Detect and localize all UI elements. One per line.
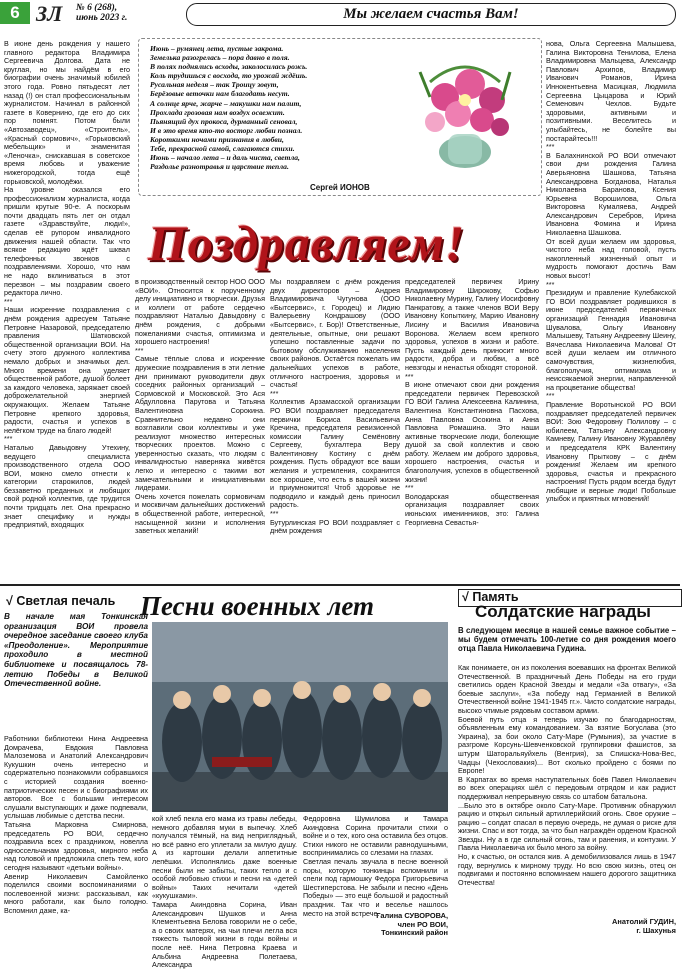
soldier-awards-signature: Анатолий ГУДИН, г. Шахунья: [612, 917, 676, 935]
section-banner: Мы желаем счастья Вам!: [186, 3, 676, 26]
congratulations-title: Поздравляем!: [148, 215, 466, 271]
war-songs-column-a: кой хлеб пекла его мама из травы лебеды, немного добавляя муки в выпечку. Хлеб получался тёмный, на вид неприглядный, но всё равно его уплетали за милую душу. А из картошки делали аппетитные лепёшки. Исполнялись даже военные песни были не забыты, таких тепло и с особой любовью стихи и песни на «детей войны» Таких нечитали «детей «кукушками». Тамара Акиндовна Сорина, Иван Александрович Шушков и Анна Клементьевна Белова говорили не о себе, а о своих матерях, на чьи плечи легла вся тяжесть тыловой жизни в годы войны и после неё. Нина Петровна Краева и Альбина Андреевна Полетаева, Александра: [152, 814, 297, 970]
poem-text: Июнь – румянец лета, пустые закрома. Земелька разогрелась – пора давно в поля. В полях поднялись всходы, заколосилась рожь. Коль трудишься с восхода, то урожай ждёшь. Русальная неделя – так Троицу зовут, Берёзовые веточки нам благодать несут. А солнце ярче, жарче – макушки нам палит, Прохлада грозовая нам воздух освежит. Пьянящий дух прокоса, дурманный сеновал, И в это время кто-то восторг любви познал. Короткими ночами признания в любви, Тебе, прекрасной самой, слагаются стихи. Июнь – начало лета – и даль чиста, светла, Раздолье разнотравья и царствие тепла.: [150, 44, 308, 172]
war-songs-column-b: Федоровна Шумилова и Тамара Акиндовна Сорина прочитали стихи о войне и о тех, кого она оставила без отцов. Стихи никого не оставили равнодушными, воспринимались со слезами на глазах. Светлая печаль звучала в песне военной поры, которую тонкинцы вспомнили и спели под гармошку Федора Григорьевича Шестиперстова. Не забыли и песню «День Победы» — это ещё большой и радостный праздник. Так что и веселье нашлось место на этой встрече.: [303, 814, 448, 918]
group-photo: [152, 622, 448, 812]
light-sadness-lead: В начале мая Тонкинская организация ВОИ провела очередное заседание своего клуба «Преодоление». Мероприятие проходило в местной библиотеке и посвящалось 78-летию Победы в Великой Отечественной войне.: [4, 612, 148, 689]
rubric-memory: √ Память: [462, 590, 519, 604]
page-number: 6: [0, 2, 30, 24]
column-1-text: В июне день рождения у нашего главного редактора Владимира Сергеевича Долгова. Дата не круглая, но мы найдём в его биографии очень значимый юбилей этого года. Ровно пятьдесят лет назад (!) он стал профессиональным журналистом. Начинал в районной газете в Ковернино, где его до сих пор помнят. Потом были «Автозаводец», «Строитель», «Красный сормович», «Горьковский мебельщик» и знаменитая «Леночка», снискавшая в советское время любовь и уважение нижегородской, тогда ещё горьковской, молодёжи. На уровне оказался его профессионализм журналиста, когда пришли крутые 90-е. А поскорым почти двадцать пять лет он отдал газете «Здравствуйте, люди!», сделав её рупором инвалидного движения нашей области. Так что всякое редакцию ждёт шквал телефонных звонков с поздравлениями. Хорошо, что нам не надо вклиниваться в этот перезвон – мы поздравим своего редактора лично. *** Наши искренние поздравления с днём рождения адресуем Татьяне Петровне Назаровой, председателю правления Шатковской общественной организации ВОИ. На счету этого дружного коллектива немало добрых и значимых дел. Много времени она уделяет общественной работе, душой болеет за каждого человека, заряжает своей доброжелательной энергией окружающих. Желаем Татьяне Петровне крепкого здоровья, радости, счастья и успехов в нелёгком труде на благо людей! *** Наталью Давыдовну Утехину, ведущего специалиста производственного отдела ООО ВОИ, можно смело отнести к категории старожилов, людей беззаветно преданных и любящих свой родной коллектив, где трудится почти тридцать лет. Она прекрасно знает специфику и нужды предприятий, входящих: [4, 39, 130, 530]
column-5-text: нова, Ольга Сергеевна Малышева, Галина Викторовна Тенилова, Елена Владимировна Мальцева, Александр Павлович Архипов, Владимир Иванович Романов, Ирина Иннокентьевна Масицкая, Людмила Сергеевна Цыцарова и Юрий Семенович Чехлов. Будьте здоровыми, активными и позитивными. Веселитесь и улыбайтесь, не болейте вы постарайтесь!!! *** В Балахнинской РО ВОИ отмечают свои дни рождения Галина Аверьяновна Шашкова, Татьяна Александровна Богданова, Наталья Николаевна Баранова, Ксения Юрьевна Ворошилова, Ольга Викторовна Кумаляева, Андрей Александрович Серебров, Ирина Ивановна Фомина и Ирина Николаевна Шашкова. От всей души желаем им здоровья, чистого неба над головой, пусть накопленный жизненный опыт и мудрость помогают достичь Вам новых высот! *** Президиум и правление Кулебакской ГО ВОИ поздравляет родившихся в июне председателей первичных организаций Геннадия Ивановича Шувалова, Ольгу Ивановну Малышеву, Татьяну Андреевну Шеину, Вячеслава Николаевича Малова! От всей души желаем им отличного самочувствия, жизнелюбия, благополучия, оптимизма и неиссякаемой энергии, направленной на процветание общества! *** Правление Воротынской РО ВОИ поздравляет председателей первичек ВОИ: Зою Федоровну Полилову – с юбилеем, Татьяну Александровну Камневу, Галину Ивановну Журавлёву и председателя КРК Валентину Ивановну Прыткову – с днём рождения! Желаем им крепкого здоровья, счастья и прекрасного настроения! Пусть рядом всегда будут любящие и верные люди! Побольше улыбок и приятных мгновений!: [546, 39, 676, 504]
rubric-light-sadness: √ Светлая печаль: [6, 594, 116, 608]
issue-date: июнь 2023 г.: [76, 13, 128, 23]
war-songs-title: Песни военных лет: [140, 591, 375, 621]
issue-info: [76, 3, 127, 23]
column-4-text: председателей первичек Ирину Владимировну Широкову, Софью Николаевну Мурину, Галину Иосифовну Панкратову, а также членов ВОИ Веру Ивановну Копыткину, Марию Ивановну Лисину и Василия Ивановича Воронова. Желаем всем крепкого здоровья, успехов в жизни и работе. Пусть каждый день приносит много радости, добра и любви, а всё невзгоды и ненастья обходят стороной. *** В июне отмечают свои дни рождения председатели первичек Перевозской ГО ВОИ Галина Алексеевна Калинина, Валентина Константиновна Пасхова, Анна Павловна Осокина и Анна Павловна Ромашина. Это наши активные творческие люди, болеющие душой за свой коллектив и свою работу. Желаем им доброго здоровья, хорошего настроения, счастья и благополучия, успехов в общественной жизни! *** Володарская общественная организация поздравляет своих июньских именинников, это: Галина Георгиевна Севастья-: [405, 277, 539, 527]
page-header: [0, 0, 680, 26]
section-divider: [0, 584, 680, 586]
soldier-awards-title: Солдатские награды: [475, 602, 651, 621]
column-2-text: в производственный сектор НОО ООО «ВОИ». Относится к порученному делу инициативно и творчески. Друзья и коллеги от работе сердечно поздравляют Наталью Давыдовну с днём рождения, с добрыми пожеланиями счастья, оптимизма и хорошего настроения! *** Самые тёплые слова и искренние дружеские поздравления в эти летние дни принимают руководители двух соседних районных организаций – Сормовской и Московской. Это Ася Абдулловна Парутова и Татьяна Валентиновна Сорокина. Сравнительно недавно они возглавили свои коллективы и уже реализуют множество интересных творческих проектов. Можно с уверенностью сказать, что людям с инвалидностью наверняка живётся легко и интересно с такими вот замечательными и инициативными лидерами. Очень хочется пожелать сормовичам и москвичам дальнейших достижений в общественной работе, интересной, насыщенной жизни и исполнения заветных желаний!: [135, 277, 265, 536]
war-songs-signature: Галина СУВОРОВА, член РО ВОИ, Тонкинский район: [376, 911, 448, 938]
column-3-text: Мы поздравляем с днём рождения двух директоров – Андрея Владимировича Чугунова (ООО «Бытсервис», г. Городец) и Лидию Валерьевну Кондрашову (ООО «Бытсервис», г. Бор)! Ответственные, деятельные, опытные, они решают успешно поставленные задачи по бытовому обслуживанию населения своих районов. Остаётся пожелать им дальнейших успехов в работе, отличного настроения, здоровья и счастья! *** Коллектив Арзамасской организации РО ВОИ поздравляет председателя первички Бориса Васильевича Кречина, председателя ревизионной комиссии Галину Семёновну Сергееву, бухгалтера Веру Валентиновну Костину с днём рождения. Пусть обрадуют все ваши желания и устремления, сохранится все хорошее, что есть в вашей жизни и приумножится! Чтоб здоровье не подводило и каждый день приносил радость. *** Бутурлинская РО ВОИ поздравляет с днём рождения: [270, 277, 400, 536]
soldier-awards-lead: В следующем месяце в нашей семье важное событие – мы будем отмечать 100-летие со дня рождения моего отца Павла Николаевича Гудина.: [458, 626, 676, 654]
soldier-awards-body: Как понимаете, он из поколения воевавших на фронтах Великой Отечественной. В праздничный День Победы на его груди светились орден Красной Звезды и медали «За отвагу», «За боевые заслуги», «За победу над Германией в Великой Отечественной войне 1941-1945 гг.». Чисто солдатские награды, высоко чтимые рядовым составом армии. Боевой путь отца я теперь изучаю по благодарностям, объявленным ему командованием. За взятие Богуслава (это Украина), за бои около Сату-Маре (Румыния), за участие в разгроме Корсунь-Шевченковской группировки фашистов, за штурм Шаторальяуйхель (Венгрия), за Спишска-Нова-Вес, Чадцы (Чехословакия)... Вот сколько пройдено с боями по Европе! В Карпатах во время наступательных боёв Павел Николаевич во всех операциях шёл с передовым отрядом и как радист поддерживал непрерывную связь со штабом батальона. ...Было это в октябре около Сату-Маре. Противник обнаружил рацию и открыл сильный артиллерийский огонь. Свое оружие – рацию – солдат спасал в первую очередь, не думая о риске для жизни. Спас и вот тогда, за что был награждён орденом Красной Звезды. Ну а в где сильный огонь, там и ранения, и контузии. У Павла Николаевича их было много за войну. Но, к счастью, он остался жив. А демобилизовался лишь в 1947 году, вернулись к мирному труду. Но всю свою жизнь, отец он подвигами и постоянно вспоминаем нашего дорогого защитника Отечества!: [458, 663, 676, 887]
issue-number: № 6 (268),: [76, 3, 118, 13]
light-sadness-body: Работники библиотеки Нина Андреевна Домрачева, Евдокия Павловна Малоземова и Анатолий Александрович Кукушкин очень интересно и содержательно познакомили собравшихся с историей создания военно-патриотических песен и с биографиями их авторов. Все с большим интересом слушали выступающих и даже подпевали, услышав любимые с детства песни. Татьяна Марковна Смирнова, председатель РО ВОИ, сердечно поздравила всех с праздником, новелла односсельчанам здоровья, мирного неба над головой и предложила спеть тем, кого сегодня называют «детьми войны». Авенир Николаевич Самойленко поделился своими воспоминаниями о послевоенной жизни: рассказывал, как много работали, как было голодно. Вспомнил даже, ка-: [4, 734, 148, 915]
poem-author: Сергей ИОНОВ: [310, 183, 370, 192]
flower-bouquet-image: [400, 42, 530, 172]
newspaper-logo: ЗЛ: [36, 1, 63, 26]
